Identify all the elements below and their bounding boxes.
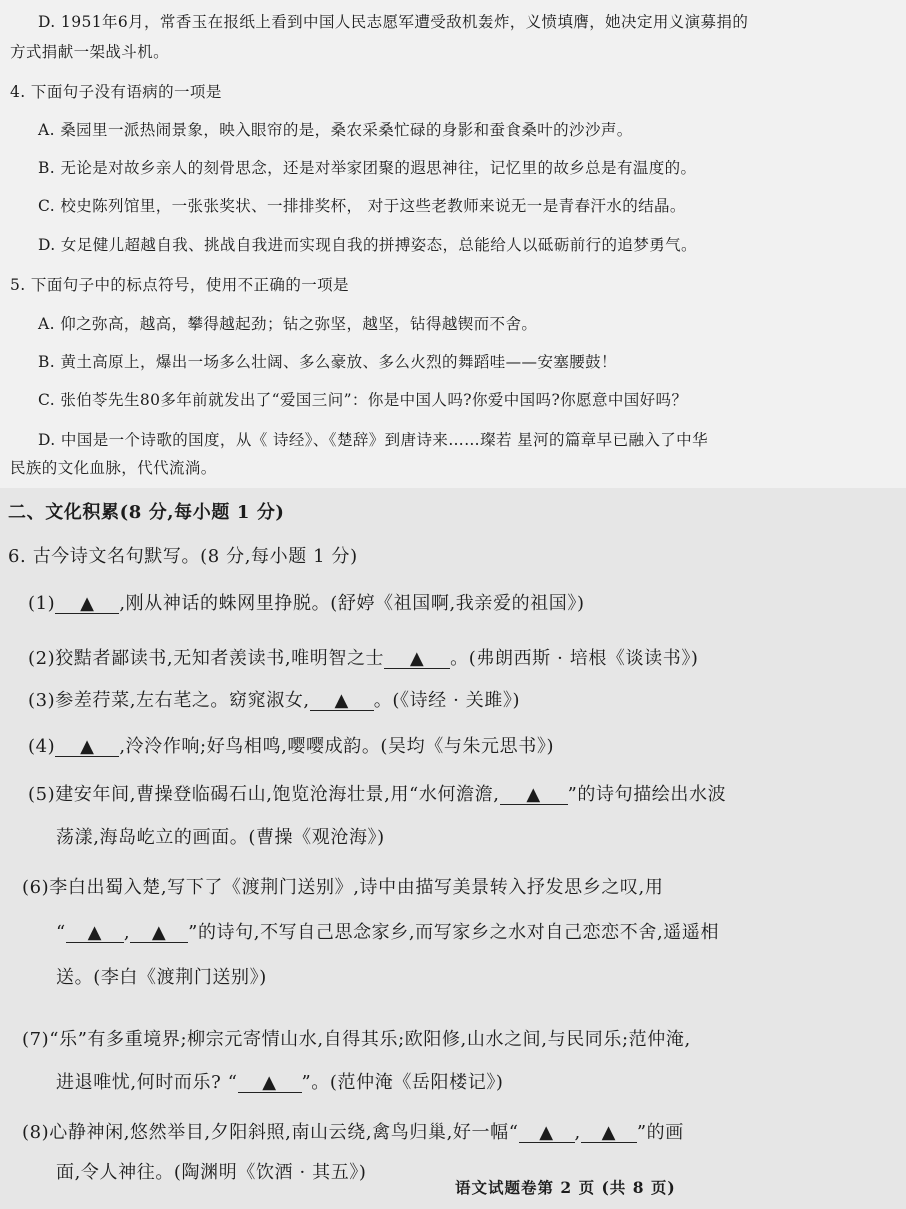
q6-item-6-open-quote: “ <box>56 922 66 943</box>
q6-item-6-line2 <box>56 918 719 944</box>
q6-item-4-text: ,泠泠作响;好鸟相鸣,嘤嘤成韵。(吴均《与朱元思书》) <box>119 736 555 757</box>
q5-option-d-line2: 民族的文化血脉，代代流淌。 <box>10 459 217 477</box>
q6-item-7-blank[interactable]: ▲ <box>238 1074 302 1093</box>
q6-item-1-number: (1) <box>28 593 56 614</box>
q3-option-d-line1: D. 1951年6月，常香玉在报纸上看到中国人民志愿军遭受敌机轰炸，义愤填膺，她决定用义演募捐的 <box>38 13 749 31</box>
q6-item-3 <box>28 686 520 712</box>
section-2-heading: 二、文化积累(8 分,每小题 1 分) <box>8 502 285 523</box>
page-footer: 语文试题卷第 2 页 (共 8 页) <box>455 1178 676 1197</box>
q6-item-4 <box>28 732 554 758</box>
q6-stem: 6. 古今诗文名句默写。(8 分,每小题 1 分) <box>8 546 358 567</box>
q6-item-5-line1 <box>28 780 726 806</box>
q6-item-5-blank[interactable]: ▲ <box>500 786 568 805</box>
q6-item-1 <box>28 589 585 615</box>
q6-item-8-line2: 面,令人神往。(陶渊明《饮酒 · 其五》) <box>56 1162 367 1183</box>
q6-item-3-source: 。(《诗经 · 关雎》) <box>373 690 521 711</box>
q6-item-6-comma: , <box>123 922 131 943</box>
q3-option-d-line2: 方式捐献一架战斗机。 <box>10 43 170 61</box>
q6-item-4-number: (4) <box>28 736 56 757</box>
q6-item-2-text: (2)狡黠者鄙读书,无知者羡读书,唯明智之士 <box>28 648 385 669</box>
q4-option-c: C. 校史陈列馆里，一张张奖状、一排排奖杯， 对于这些老教师来说无一是青春汗水的结晶。 <box>38 197 686 215</box>
q6-item-2-source: 。(弗朗西斯 · 培根《谈读书》) <box>450 648 699 669</box>
q6-item-2-blank[interactable]: ▲ <box>384 650 450 669</box>
q6-item-5-text: (5)建安年间,曹操登临碣石山,饱览沧海壮景,用“水何澹澹, <box>28 784 500 805</box>
q6-item-5-text-end: ”的诗句描绘出水波 <box>567 784 727 805</box>
q4-option-b: B. 无论是对故乡亲人的刻骨思念，还是对举家团聚的遐思神往，记忆里的故乡总是有温度的。 <box>38 159 697 177</box>
q6-item-8-blank-2[interactable]: ▲ <box>581 1124 637 1143</box>
q6-item-8-text: (8)心静神闲,悠然举目,夕阳斜照,南山云绕,禽鸟归巢,好一幅“ <box>22 1122 519 1143</box>
q5-option-a: A. 仰之弥高，越高，攀得越起劲；钻之弥坚，越坚，钻得越锲而不舍。 <box>38 315 538 333</box>
q5-option-c: C. 张伯苓先生80多年前就发出了“爱国三问”：你是中国人吗?你爱中国吗?你愿意中国好吗？ <box>38 391 688 409</box>
q6-item-8-blank-1[interactable]: ▲ <box>519 1124 575 1143</box>
q4-option-d: D. 女足健儿超越自我、挑战自我进而实现自我的拼搏姿态，总能给人以砥砺前行的追梦勇气。 <box>38 236 697 254</box>
q6-item-2 <box>28 644 699 670</box>
q6-item-3-text: (3)参差荇菜,左右芼之。窈窕淑女, <box>28 690 310 711</box>
q5-option-b: B. 黄土高原上，爆出一场多么壮阔、多么豪放、多么火烈的舞蹈哇——安塞腰鼓！ <box>38 353 617 371</box>
q6-item-6-text: ”的诗句,不写自己思念家乡,而写家乡之水对自己恋恋不舍,遥遥相 <box>188 922 720 943</box>
q6-item-7-line2 <box>56 1068 504 1094</box>
q5-option-d-line1: D. 中国是一个诗歌的国度，从《 诗经》、《楚辞》到唐诗来……璨若 星河的篇章早已融入了中华 <box>38 431 708 449</box>
q4-stem: 4. 下面句子没有语病的一项是 <box>10 83 222 101</box>
q6-item-1-blank[interactable]: ▲ <box>55 595 119 614</box>
q4-option-a: A. 桑园里一派热闹景象，映入眼帘的是，桑农采桑忙碌的身影和蚕食桑叶的沙沙声。 <box>38 121 633 139</box>
q6-item-7-text: 进退唯忧,何时而乐? “ <box>56 1072 238 1093</box>
q6-item-3-blank[interactable]: ▲ <box>310 692 374 711</box>
q6-item-7-source: ”。(范仲淹《岳阳楼记》) <box>301 1072 504 1093</box>
q6-item-6-line1: (6)李白出蜀入楚,写下了《渡荆门送别》,诗中由描写美景转入抒发思乡之叹,用 <box>22 877 664 898</box>
q6-item-6-blank-2[interactable]: ▲ <box>130 924 188 943</box>
q6-item-8-text-end: ”的画 <box>636 1122 684 1143</box>
q6-item-5-line2: 荡漾,海岛屹立的画面。(曹操《观沧海》) <box>56 827 385 848</box>
q6-item-8-line1 <box>22 1118 684 1144</box>
q6-item-6-line3: 送。(李白《渡荆门送别》) <box>56 967 267 988</box>
q6-item-1-text: ,刚从神话的蛛网里挣脱。(舒婷《祖国啊,我亲爱的祖国》) <box>119 593 585 614</box>
q6-item-8-comma: , <box>574 1122 581 1143</box>
q6-item-4-blank[interactable]: ▲ <box>55 738 119 757</box>
q5-stem: 5. 下面句子中的标点符号，使用不正确的一项是 <box>10 276 349 294</box>
q6-item-6-blank-1[interactable]: ▲ <box>66 924 124 943</box>
q6-item-7-line1: (7)“乐”有多重境界;柳宗元寄情山水,自得其乐;欧阳修,山水之间,与民同乐;范仲淹, <box>22 1029 691 1050</box>
